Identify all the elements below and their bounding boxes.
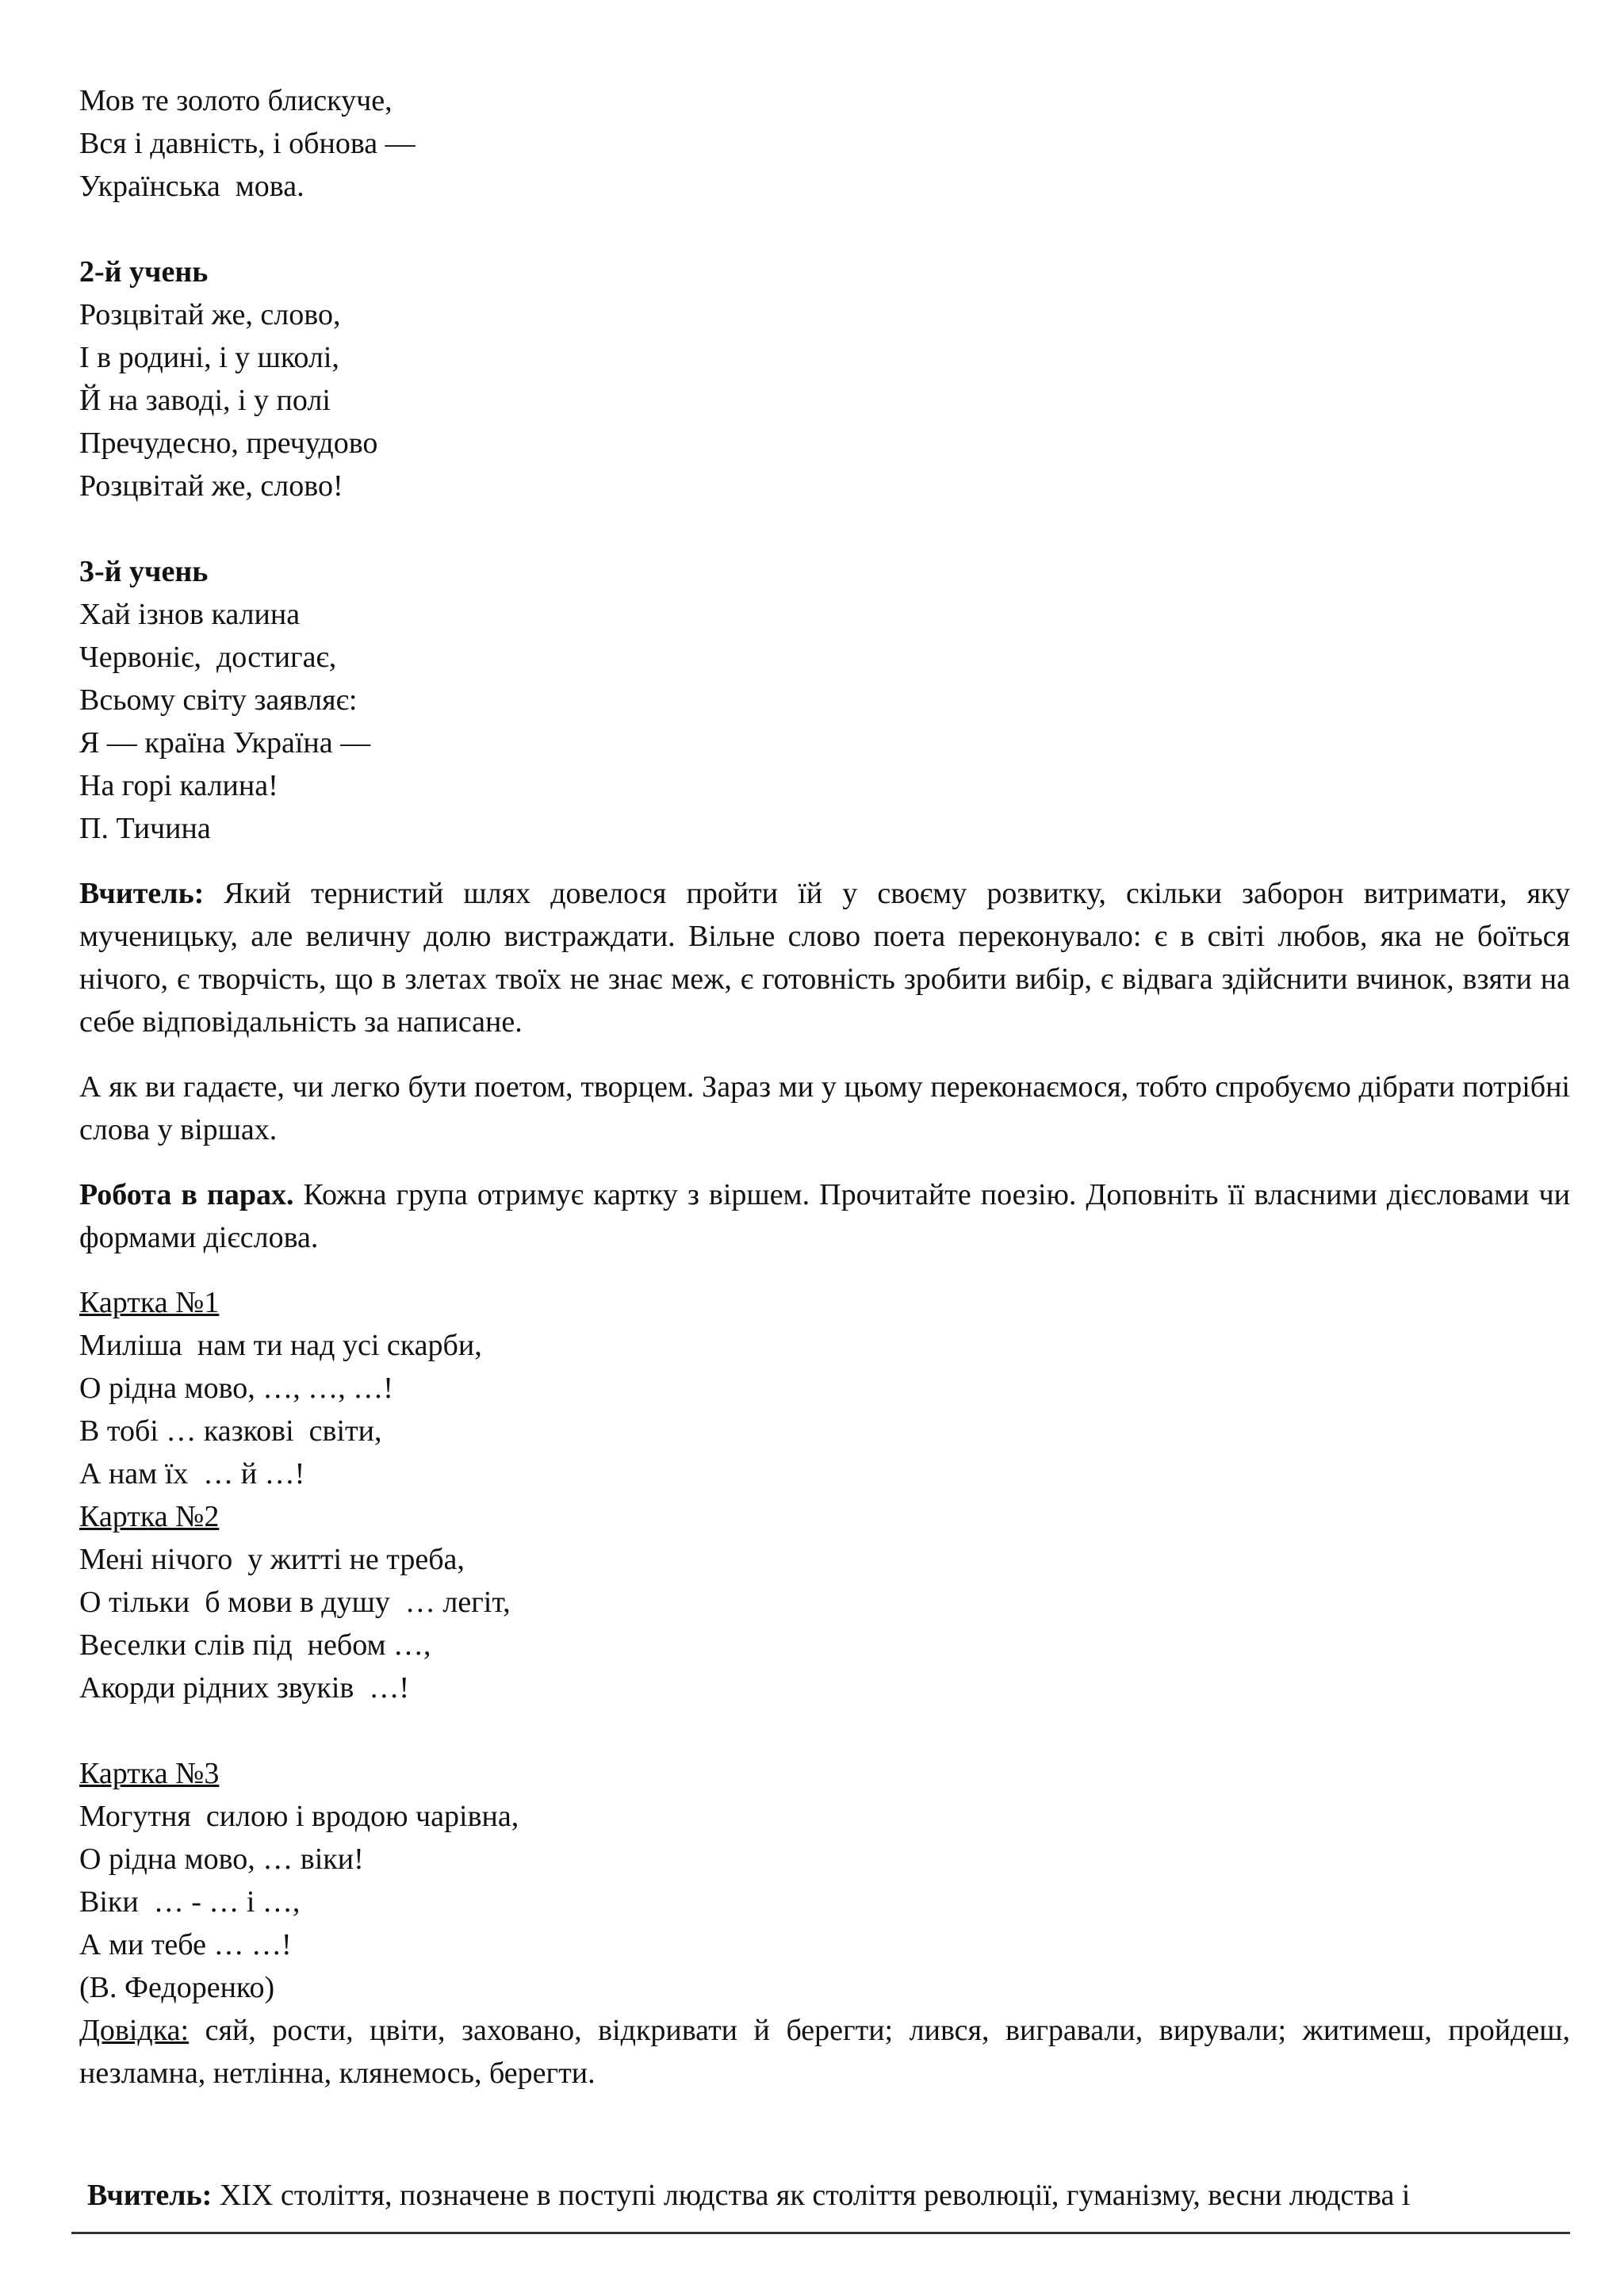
pair-work-paragraph bbox=[79, 1173, 1570, 1259]
card-line: О рідна мово, …, …, …! bbox=[79, 1372, 393, 1405]
teacher-paragraph-1 bbox=[79, 872, 1570, 1043]
teacher-paragraph-2 bbox=[87, 2174, 1570, 2217]
hint-text: сяй, рости, цвіти, заховано, відкривати й берегти; лився, вигравали, вирували; житимеш, пройдеш, незламна, нетлінна, клянемось, берегти. bbox=[79, 2014, 1570, 2090]
poem-line: Червоніє, достигає, bbox=[79, 641, 337, 674]
card-line: А нам їх … й …! bbox=[79, 1457, 305, 1490]
card-title: Картка №2 bbox=[79, 1500, 220, 1533]
pair-work-text: Кожна група отримує картку з віршем. Прочитайте поезію. Доповніть її власними дієсловами чи формами дієслова. bbox=[79, 1178, 1570, 1254]
card-3 bbox=[79, 1752, 1570, 2009]
poem-line: Розцвітай же, слово! bbox=[79, 469, 343, 503]
card-line: Віки … - … і …, bbox=[79, 1885, 301, 1919]
teacher-label: Вчитель: bbox=[79, 877, 205, 910]
poem-line: Розцвітай же, слово, bbox=[79, 298, 341, 331]
hint-paragraph bbox=[79, 2009, 1570, 2095]
card-title: Картка №3 bbox=[79, 1757, 220, 1790]
poem-line: І в родині, і у школі, bbox=[79, 341, 339, 374]
student3-block bbox=[79, 550, 1570, 850]
page-bottom-rule bbox=[71, 2232, 1570, 2234]
question-paragraph: А як ви гадаєте, чи легко бути поетом, творцем. Зараз ми у цьому переконаємося, тобто спробуємо дібрати потрібні слова у віршах. bbox=[79, 1070, 1570, 1146]
student2-block bbox=[79, 251, 1570, 507]
card-line: В тобі … казкові світи, bbox=[79, 1414, 382, 1448]
poem-line: Вся і давність, і обнова — bbox=[79, 127, 416, 160]
poem-line: Й на заводі, і у полі bbox=[79, 384, 331, 417]
teacher-label: Вчитель: bbox=[87, 2179, 213, 2212]
poem-line: Українська мова. bbox=[79, 170, 304, 203]
poem-author: П. Тичина bbox=[79, 812, 211, 845]
poem-line: Хай ізнов калина bbox=[79, 598, 301, 631]
card-line: А ми тебе … …! bbox=[79, 1928, 292, 1961]
student2-label: 2-й учень bbox=[79, 255, 209, 289]
card-line: Акорди рідних звуків …! bbox=[79, 1671, 409, 1705]
card-2 bbox=[79, 1495, 1570, 1709]
card-line: Мені нічого у житті не треба, bbox=[79, 1543, 465, 1576]
hint-label: Довідка: bbox=[79, 2014, 190, 2047]
poem-line: Всьому світу заявляє: bbox=[79, 683, 358, 717]
card-line: Могутня силою і вродою чарівна, bbox=[79, 1800, 519, 1833]
student3-label: 3-й учень bbox=[79, 555, 209, 588]
card-line: О тільки б мови в душу … легіт, bbox=[79, 1586, 511, 1619]
pair-work-label: Робота в парах. bbox=[79, 1178, 294, 1211]
poem-line: Я — країна Україна — bbox=[79, 726, 371, 760]
poem-line: На горі калина! bbox=[79, 769, 278, 802]
card-line: Веселки слів під небом …, bbox=[79, 1628, 431, 1662]
card-line: Миліша нам ти над усі скарби, bbox=[79, 1329, 482, 1362]
poem-line: Пречудесно, пречудово bbox=[79, 427, 378, 460]
teacher-text: Який тернистий шлях довелося пройти їй у своєму розвитку, скільки заборон витримати, яку мученицьку, але величну долю вистраждати. Вільне слово поета переконувало: є в світі любов, яка не боїться нічого, є творчість, що в злетах твоїх не знає меж, є готовність зробити вибір, є відвага здійснити вчинок, взяти на себе відповідальність за написане. bbox=[79, 877, 1570, 1039]
card-title: Картка №1 bbox=[79, 1286, 220, 1319]
poem-line: Мов те золото блискуче, bbox=[79, 84, 393, 117]
document-page bbox=[79, 79, 1570, 2095]
card-line: О рідна мово, … віки! bbox=[79, 1843, 364, 1876]
teacher-text: ХІХ століття, позначене в поступі людства як століття революції, гуманізму, весни людства і bbox=[212, 2179, 1411, 2212]
poem-fragment bbox=[79, 79, 1570, 208]
card-1 bbox=[79, 1281, 1570, 1495]
card-author: (В. Федоренко) bbox=[79, 1971, 275, 2004]
